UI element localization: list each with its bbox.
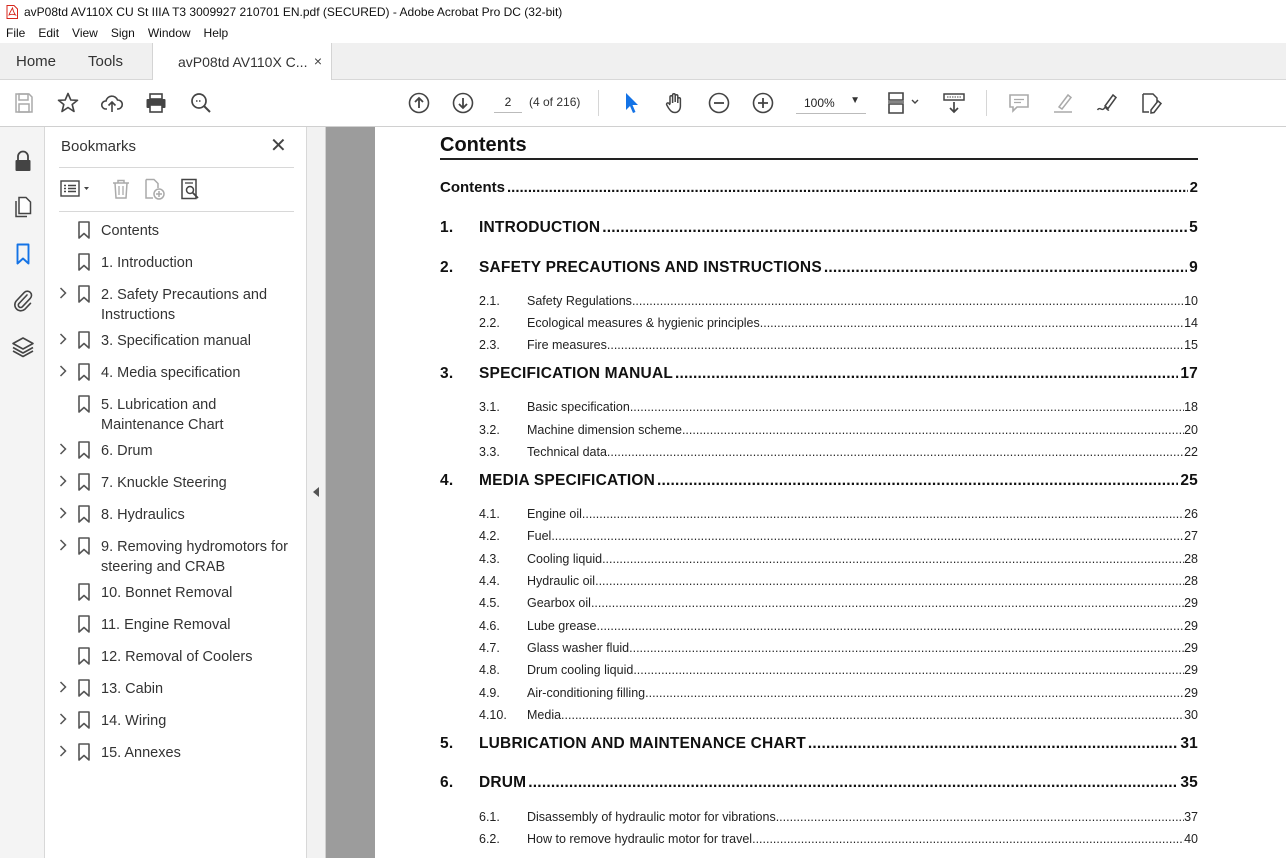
toc-entry-title: How to remove hydraulic motor for travel [527,832,753,846]
bookmark-label: 12. Removal of Coolers [101,649,253,665]
toc-entry-page: 30 [1184,708,1198,722]
chevron-right-icon[interactable] [57,744,69,758]
toc-entry-page: 25 [1180,472,1198,489]
toc-dot-leader [630,400,1184,414]
toc-entry-number: 5. [440,735,454,752]
divider [59,211,294,212]
toc-entry-line [527,400,1198,414]
toc-entry-page: 15 [1184,338,1198,352]
zoom-in-icon[interactable] [751,91,775,115]
hand-tool-icon[interactable] [663,91,687,115]
bookmark-label: Contents [101,223,160,239]
toc-entry-title: INTRODUCTION [479,219,601,236]
toc-entry-title: SAFETY PRECAUTIONS AND INSTRUCTIONS [479,259,822,276]
toolbar-separator [598,90,599,116]
toc-dot-leader [582,507,1184,521]
chevron-right-icon[interactable] [57,442,69,456]
tab-home[interactable]: Home [16,53,57,70]
toc-dot-leader [657,472,1178,490]
toc-entry-line [527,507,1198,521]
highlight-icon[interactable] [1051,91,1075,115]
bookmark-label: 15. Annexes [101,745,181,761]
comment-icon[interactable] [1007,91,1031,115]
toc-entry-number: 4.10. [479,708,507,722]
chevron-down-icon: ▼ [850,95,860,106]
toc-entry-line [479,774,1198,792]
bookmark-label: 10. Bonnet Removal [101,585,233,601]
bookmarks-panel-title: Bookmarks [61,138,137,155]
tab-bar [0,43,1286,80]
toc-dot-leader [607,445,1184,459]
toc-entry-number: 2.3. [479,338,500,352]
toc-entry-page: 28 [1184,574,1198,588]
toc-entry-page: 28 [1184,552,1198,566]
toc-entry-page: 14 [1184,316,1198,330]
toc-dot-leader [591,596,1184,610]
toc-entry-number: 4.8. [479,663,500,677]
toc-entry-line [479,472,1198,490]
bookmarks-panel-icon[interactable] [11,242,35,266]
page-heading: Contents [440,134,527,156]
toc-entry-line [440,179,1198,196]
toc-entry-page: 5 [1189,219,1198,236]
bookmark-icon [77,363,91,381]
toolbar-separator [986,90,987,116]
close-icon[interactable]: ✕ [270,135,287,157]
bookmark-icon [77,473,91,491]
toc-entry-number: 4. [440,472,454,489]
scrolling-mode-icon[interactable] [942,91,966,115]
chevron-right-icon[interactable] [57,712,69,726]
toc-entry-page: 40 [1184,832,1198,846]
find-bookmark-icon[interactable] [178,177,202,201]
toc-entry-title: Machine dimension scheme [527,423,682,437]
bookmark-label: 14. Wiring [101,713,167,729]
toc-entry-page: 35 [1180,774,1198,791]
toc-entry-number: 3.2. [479,423,500,437]
toc-entry-page: 27 [1184,529,1198,543]
toc-entry-title: Lube grease [527,619,597,633]
toc-entry-title: Gearbox oil [527,596,591,610]
toc-dot-leader [752,832,1184,846]
bookmark-icon [77,441,91,459]
toc-entry-line [527,338,1198,352]
toc-entry-line [479,365,1198,383]
delete-bookmark-icon[interactable] [109,177,133,201]
chevron-right-icon[interactable] [57,364,69,378]
page-number-input[interactable] [494,91,522,113]
toc-dot-leader [633,663,1184,677]
toc-entry-title: Ecological measures & hygienic principles [527,316,760,330]
bookmark-star-icon[interactable] [56,91,80,115]
bookmark-label: 8. Hydraulics [101,507,185,523]
toc-entry-page: 26 [1184,507,1198,521]
panel-splitter[interactable] [307,127,326,858]
toc-dot-leader [675,365,1178,383]
toc-entry-line [527,686,1198,700]
toc-entry-title: Fuel [527,529,552,543]
toc-entry-number: 3.1. [479,400,500,414]
title-bar [0,0,1286,23]
bookmark-icon [77,285,91,303]
print-icon[interactable] [144,91,168,115]
toc-entry-line [527,832,1198,846]
chevron-right-icon[interactable] [57,506,69,520]
chevron-right-icon[interactable] [57,286,69,300]
toc-dot-leader [597,619,1185,633]
toc-entry-line [527,810,1198,824]
bookmark-label: 2. Safety Precautions and Instructions [101,287,268,323]
toc-entry-number: 4.2. [479,529,500,543]
toc-entry-title: Basic specification [527,400,630,414]
collapse-arrow-icon[interactable] [313,487,319,497]
find-text-icon[interactable] [189,91,213,115]
toc-dot-leader [776,810,1184,824]
toc-entry-page: 29 [1184,619,1198,633]
bookmark-icon [77,395,91,413]
toc-entry-title: Air-conditioning filling [527,686,646,700]
toc-entry-title: Engine oil [527,507,582,521]
toc-entry-title: Drum cooling liquid [527,663,634,677]
bookmark-icon [77,679,91,697]
divider [59,167,294,168]
toc-entry-page: 29 [1184,686,1198,700]
chevron-right-icon[interactable] [57,332,69,346]
toc-entry-page: 2 [1189,179,1198,196]
toc-entry-line [527,641,1198,655]
toc-entry-line [527,574,1198,588]
toc-entry-title: Safety Regulations [527,294,632,308]
bookmark-icon [77,221,91,239]
bookmark-icon [77,711,91,729]
toc-entry-number: 2.1. [479,294,500,308]
draw-pen-icon[interactable] [1095,91,1119,115]
toc-entry-line [527,663,1198,677]
bookmark-label: 11. Engine Removal [101,617,231,633]
toc-dot-leader [760,316,1184,330]
toc-entry-line [479,259,1198,277]
share-upload-icon[interactable] [100,91,124,115]
toc-entry-line [479,219,1198,237]
toc-entry-number: 6.2. [479,832,500,846]
main-toolbar [0,80,1286,127]
page-display-icon[interactable] [886,91,922,115]
toc-entry-page: 22 [1184,445,1198,459]
window-title: avP08td AV110X CU St IIIA T3 3009927 210701 EN.pdf (SECURED) - Adobe Acrobat Pro DC (32-bit) [24,4,563,19]
toc-dot-leader [561,708,1184,722]
toc-entry-number: 3. [440,365,454,382]
toc-entry-page: 9 [1189,259,1198,276]
toc-entry-title: SPECIFICATION MANUAL [479,365,674,382]
bookmark-icon [77,647,91,665]
next-page-icon[interactable] [451,91,475,115]
menu-view[interactable]: View [72,26,98,40]
toc-entry-number: 6.1. [479,810,500,824]
toc-entry-line [527,619,1198,633]
toc-entry-page: 18 [1184,400,1198,414]
toc-dot-leader [595,574,1184,588]
page-thumbnails-icon[interactable] [11,195,35,219]
toc-entry-line [527,294,1198,308]
save-icon[interactable] [12,91,36,115]
bookmark-icon [77,253,91,271]
toc-entry-number: 4.6. [479,619,500,633]
page-count-label: (4 of 216) [529,95,581,109]
attachments-icon[interactable] [11,288,35,312]
new-bookmark-icon[interactable] [142,177,166,201]
menu-file[interactable]: File [6,26,26,40]
toc-entry-line [527,445,1198,459]
toc-dot-leader [602,552,1184,566]
chevron-right-icon[interactable] [57,474,69,488]
toc-entry-title: Media [527,708,562,722]
menu-sign[interactable]: Sign [110,26,135,40]
bookmark-icon [77,615,91,633]
toc-entry-line [527,708,1198,722]
toc-dot-leader [528,774,1178,792]
tab-document[interactable] [152,43,332,81]
bookmark-options-icon[interactable] [59,177,95,201]
toc-entry-number: 4.1. [479,507,500,521]
bookmarks-panel [45,127,307,858]
toc-dot-leader [607,338,1184,352]
toc-entry-page: 37 [1184,810,1198,824]
bookmark-icon [77,331,91,349]
menu-window[interactable]: Window [147,26,191,40]
toc-entry-line [527,529,1198,543]
toc-entry-number: 6. [440,774,454,791]
bookmark-label: 1. Introduction [101,255,193,271]
toc-dot-leader [808,735,1178,753]
toc-entry-title: Contents [440,179,505,196]
menu-bar [0,23,1286,43]
toc-entry-page: 20 [1184,423,1198,437]
select-cursor-icon[interactable] [620,91,644,115]
toc-entry-page: 29 [1184,596,1198,610]
toc-entry-line [527,423,1198,437]
bookmark-label: 5. Lubrication and Maintenance Chart [101,397,224,433]
toc-entry-line [527,596,1198,610]
toc-entry-number: 1. [440,219,454,236]
toc-entry-number: 2. [440,259,454,276]
toc-entry-title: LUBRICATION AND MAINTENANCE CHART [479,735,806,752]
toc-entry-title: Glass washer fluid [527,641,630,655]
toc-entry-page: 29 [1184,641,1198,655]
toc-dot-leader [632,294,1184,308]
toc-entry-number: 2.2. [479,316,500,330]
toc-dot-leader [824,259,1187,277]
zoom-level-value: 100% [804,96,835,110]
document-viewport[interactable] [326,127,1286,858]
bookmark-label: 9. Removing hydromotors for steering and CRAB [101,539,288,575]
zoom-level-dropdown[interactable] [796,91,866,114]
toc-entry-title: Hydraulic oil [527,574,596,588]
toc-dot-leader [682,423,1184,437]
toc-entry-title: Cooling liquid [527,552,603,566]
toc-entry-number: 4.7. [479,641,500,655]
toc-entry-page: 10 [1184,294,1198,308]
menu-edit[interactable]: Edit [38,26,60,40]
bookmark-label: 13. Cabin [101,681,164,697]
toc-dot-leader [629,641,1184,655]
toc-dot-leader [602,219,1187,237]
bookmark-icon [77,583,91,601]
menu-help[interactable]: Help [203,26,229,40]
tab-close-button[interactable]: × [313,53,322,69]
toc-entry-number: 4.3. [479,552,500,566]
heading-rule [440,158,1198,160]
bookmark-label: 7. Knuckle Steering [101,475,227,491]
toc-dot-leader [645,686,1184,700]
pdf-file-icon [6,5,18,19]
fill-sign-icon[interactable] [1139,91,1163,115]
toc-dot-leader [507,179,1188,196]
toc-entry-line [527,552,1198,566]
toc-entry-line [527,316,1198,330]
bookmark-label: 4. Media specification [101,365,241,381]
toc-entry-number: 3.3. [479,445,500,459]
toc-entry-title: MEDIA SPECIFICATION [479,472,656,489]
toc-entry-line [479,735,1198,753]
pdf-page [375,127,1286,858]
toc-entry-number: 4.5. [479,596,500,610]
chevron-right-icon[interactable] [57,680,69,694]
toc-entry-title: Disassembly of hydraulic motor for vibrations [527,810,776,824]
bookmark-label: 6. Drum [101,443,153,459]
lock-icon[interactable] [11,149,35,173]
toc-entry-page: 17 [1180,365,1198,382]
bookmark-icon [77,743,91,761]
toc-entry-title: Technical data [527,445,607,459]
toc-dot-leader [551,529,1184,543]
toc-entry-title: Fire measures [527,338,607,352]
toc-entry-page: 29 [1184,663,1198,677]
toc-entry-number: 4.9. [479,686,500,700]
toc-entry-title: DRUM [479,774,527,791]
previous-page-icon[interactable] [407,91,431,115]
bookmarks-toolbar [59,177,299,203]
bookmark-icon [77,537,91,555]
zoom-out-icon[interactable] [707,91,731,115]
tab-tools[interactable]: Tools [88,53,124,70]
bookmark-label: 3. Specification manual [101,333,251,349]
layers-icon[interactable] [11,335,35,359]
toc-entry-page: 31 [1180,735,1198,752]
left-navigation-rail [0,127,45,858]
bookmark-icon [77,505,91,523]
chevron-right-icon[interactable] [57,538,69,552]
toc-entry-number: 4.4. [479,574,500,588]
tab-document-label: avP08td AV110X C... [178,54,308,70]
